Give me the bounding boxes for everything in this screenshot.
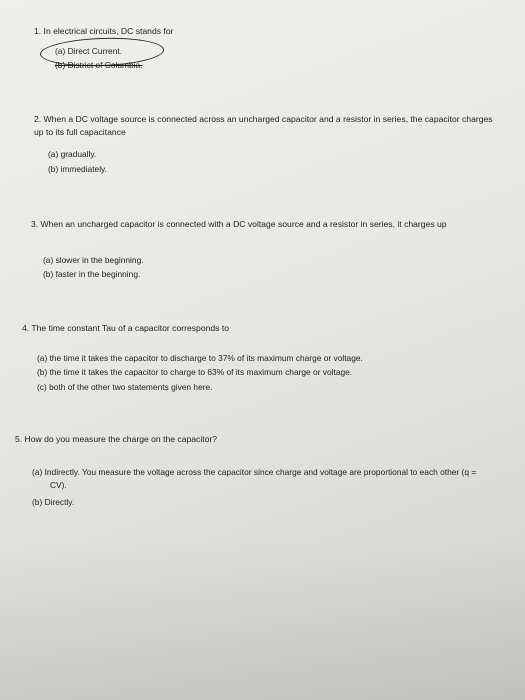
question-2-option-b: (b) immediately. [48,164,107,174]
question-4: 4. The time constant Tau of a capacitor corresponds to [22,323,230,333]
question-1-option-b: (b) District of Columbia. [55,60,143,70]
lighting-shadow [0,540,525,700]
question-2-option-a: (a) gradually. [48,149,97,159]
question-1-option-a: (a) Direct Current. [55,46,123,56]
question-3: 3. When an uncharged capacitor is connected with a DC voltage source and a resistor in series, it charges up [31,219,447,229]
question-4-option-a: (a) the time it takes the capacitor to discharge to 37% of its maximum charge or voltage. [37,353,363,363]
question-2: 2. When a DC voltage source is connected across an uncharged capacitor and a resistor in series, the capacitor charges up to its full capacitance [34,114,493,137]
question-5-option-a: (a) Indirectly. You measure the voltage across the capacitor since charge and voltage are proportional to each other (q = CV). [32,467,477,490]
question-4-option-b: (b) the time it takes the capacitor to charge to 63% of its maximum charge or voltage. [37,367,353,377]
question-5: 5. How do you measure the charge on the capacitor? [15,434,218,444]
question-3-option-b: (b) faster in the beginning. [43,269,141,279]
question-1: 1. In electrical circuits, DC stands for [34,26,174,36]
question-3-option-a: (a) slower in the beginning. [43,255,144,265]
question-5-option-b: (b) Directly. [32,497,75,507]
question-4-option-c: (c) both of the other two statements given here. [37,382,213,392]
